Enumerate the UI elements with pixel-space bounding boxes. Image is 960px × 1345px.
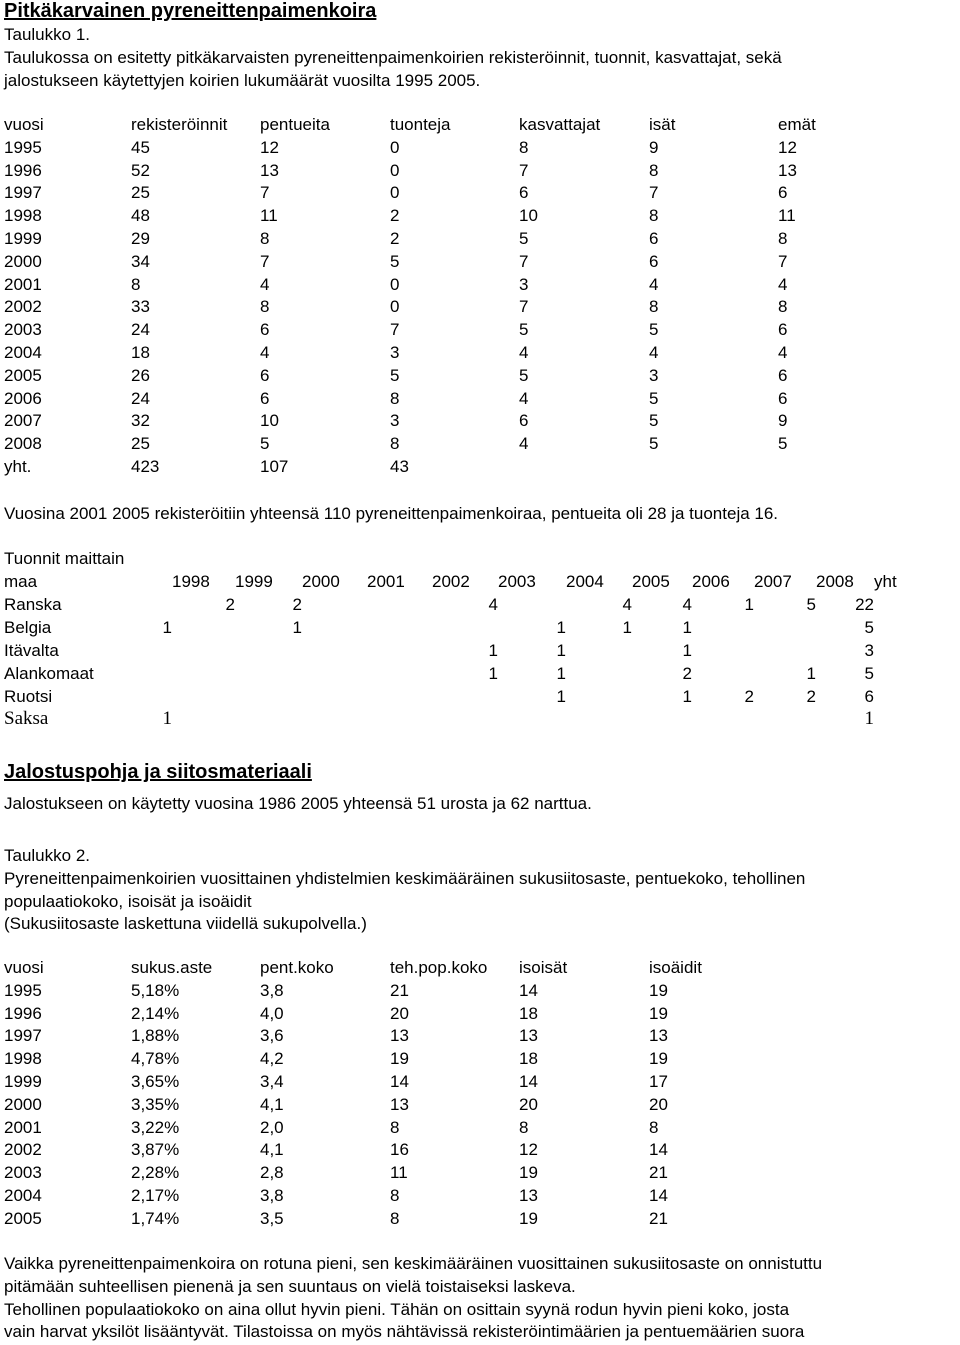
table1-cell: 3: [390, 343, 400, 362]
table2-row: [4, 1003, 954, 1025]
table1-cell: 8: [649, 206, 659, 226]
table1-cell: 9: [778, 411, 788, 431]
table2-cell: 12: [519, 1140, 538, 1160]
table2-header-cell: sukus.aste: [131, 958, 213, 977]
imports-cell: 1: [488, 640, 498, 660]
imports-header-cell: 2000: [302, 572, 340, 591]
table1-cell: 2005: [4, 365, 42, 385]
table1-cell: 8: [649, 297, 659, 317]
table2-cell: 14: [519, 1072, 538, 1091]
table1-cell: 10: [519, 206, 538, 226]
table1-cell: 5: [519, 229, 529, 248]
imports-cell: Saksa: [4, 708, 49, 730]
imports-cell: 1: [162, 708, 172, 730]
table1-cell: 0: [390, 274, 400, 294]
imports-cell: 4: [488, 594, 498, 614]
table2-cell: 18: [519, 1049, 538, 1069]
imports-cell: Belgia: [4, 617, 52, 637]
table1-row: [4, 228, 954, 250]
imports-cell: 1: [488, 663, 498, 683]
imports-cell: 5: [864, 663, 874, 683]
table1-cell: 7: [649, 183, 659, 203]
table2-cell: 4,78%: [131, 1049, 180, 1069]
table2-row: [4, 1208, 954, 1230]
table1-cell: 1996: [4, 160, 42, 180]
table2-cell: 21: [649, 1208, 668, 1228]
table2-cell: 2000: [4, 1094, 42, 1114]
table2-cell: 1998: [4, 1049, 42, 1069]
imports-header-cell: 2007: [754, 572, 792, 591]
table2-cell: 2005: [4, 1208, 42, 1228]
table2-cell: 2,0: [260, 1117, 284, 1137]
table1-cell: 5: [390, 251, 400, 271]
table1-cell: 3: [649, 365, 659, 385]
table1-cell: 6: [519, 183, 529, 203]
table1-header-cell: vuosi: [4, 115, 44, 134]
table2-cell: 3,65%: [131, 1072, 180, 1091]
table1-header-cell: pentueita: [260, 115, 330, 134]
table1-cell: 6: [778, 365, 788, 385]
table1-caption-line-2: jalostukseen käytettyjen koirien lukumäärät vuosilta 1995 2005.: [4, 71, 481, 90]
table1-cell: 4: [649, 274, 659, 294]
table1-cell: 2003: [4, 320, 42, 340]
table1-row: [4, 251, 954, 273]
table2-cell: 16: [390, 1140, 409, 1160]
table2-row: [4, 980, 954, 1002]
table2-cell: 1996: [4, 1003, 42, 1023]
table2-cell: 17: [649, 1072, 668, 1091]
table1-cell: 2007: [4, 411, 42, 431]
imports-row: [4, 617, 954, 639]
table1-cell: 6: [778, 320, 788, 340]
table2-cell: 4,2: [260, 1049, 284, 1069]
table2-header-cell: isoisät: [519, 958, 568, 977]
table1-cell: 0: [390, 160, 400, 180]
table1-cell: 2: [390, 229, 400, 248]
table1-cell: 5: [649, 434, 659, 454]
section2-text: Jalostukseen on käytetty vuosina 1986 2005 yhteensä 51 urosta ja 62 narttua.: [4, 794, 592, 813]
table2-cell: 21: [649, 1163, 668, 1183]
table2-cell: 3,8: [260, 1186, 284, 1205]
table2-cell: 8: [390, 1117, 400, 1137]
table2-cell: 19: [649, 1049, 668, 1069]
imports-cell: 1: [556, 663, 566, 683]
table1-cell: 5: [649, 320, 659, 340]
table1-header-cell: isät: [649, 115, 676, 134]
table1-cell: 7: [519, 251, 529, 271]
table1-cell: 3: [519, 274, 529, 294]
table1-cell: 6: [649, 229, 659, 248]
table1-cell: 7: [778, 251, 788, 271]
imports-cell: 3: [864, 640, 874, 660]
table1-cell: 1995: [4, 137, 42, 157]
imports-cell: 1: [556, 617, 566, 637]
table1-cell: 2004: [4, 343, 42, 362]
table1-cell: 6: [778, 183, 788, 203]
table1-header-cell: rekisteröinnit: [131, 115, 228, 134]
table2-cell: 2,17%: [131, 1186, 180, 1205]
table1-row: [4, 433, 954, 455]
table1-row: [4, 388, 954, 410]
final-text-line-2: pitämään suhteellisen pienenä ja sen suuntaus on vielä toistaiseksi laskeva.: [4, 1277, 576, 1296]
imports-cell: 4: [622, 594, 632, 614]
table2-cell: 19: [519, 1208, 538, 1228]
table1-cell: 10: [260, 411, 279, 431]
table1-cell: 43: [390, 457, 409, 476]
imports-header-cell: 2006: [692, 572, 730, 591]
imports-row: [4, 686, 954, 708]
table2-cell: 1,88%: [131, 1026, 180, 1046]
table1-row: [4, 410, 954, 432]
table1-cell: 24: [131, 320, 150, 340]
table2-cell: 1999: [4, 1072, 42, 1091]
table2-cell: 2001: [4, 1117, 42, 1137]
table1-cell: 8: [260, 297, 270, 317]
imports-cell: 2: [744, 686, 754, 706]
table2-header-cell: vuosi: [4, 958, 44, 977]
imports-cell: 2: [806, 686, 816, 706]
table1-cell: 48: [131, 206, 150, 226]
table2-cell: 14: [519, 980, 538, 1000]
table2-cell: 8: [649, 1117, 659, 1137]
imports-cell: 22: [855, 594, 874, 614]
imports-cell: 6: [864, 686, 874, 706]
table2-row: [4, 1117, 954, 1139]
table1-row: [4, 205, 954, 227]
table2-caption-line-1: Pyreneittenpaimenkoirien vuosittainen yhdistelmien keskimääräinen sukusiitosaste, pentuekoko, tehollinen: [4, 869, 806, 888]
table2-cell: 2,8: [260, 1163, 284, 1183]
table2-cell: 3,6: [260, 1026, 284, 1046]
table1-cell: 8: [778, 297, 788, 317]
table2-cell: 8: [519, 1117, 529, 1137]
table1-cell: 2006: [4, 388, 42, 408]
table2-cell: 4,1: [260, 1140, 284, 1160]
table1-cell: 5: [649, 388, 659, 408]
table2-cell: 2,28%: [131, 1163, 180, 1183]
table2-cell: 1995: [4, 980, 42, 1000]
table2-cell: 14: [649, 1140, 668, 1160]
table2-cell: 3,87%: [131, 1140, 180, 1160]
section2-title: Jalostuspohja ja siitosmateriaali: [4, 761, 312, 783]
table2-cell: 13: [649, 1026, 668, 1046]
table1-cell: 26: [131, 365, 150, 385]
imports-cell: 2: [682, 663, 692, 683]
table1-label: Taulukko 1.: [4, 25, 90, 44]
table1-cell: 13: [260, 160, 279, 180]
table1-cell: 6: [260, 388, 270, 408]
table2-cell: 19: [649, 980, 668, 1000]
table1-cell: 5: [778, 434, 788, 454]
table1-cell: 5: [649, 411, 659, 431]
table1-cell: 25: [131, 434, 150, 454]
table1-cell: 5: [260, 434, 270, 454]
table1-cell: 24: [131, 388, 150, 408]
imports-cell: 5: [864, 617, 874, 637]
table1-cell: 32: [131, 411, 150, 431]
imports-cell: 1: [622, 617, 632, 637]
imports-cell: 1: [682, 686, 692, 706]
table1-cell: 2008: [4, 434, 42, 454]
table1-cell: 4: [519, 434, 529, 454]
table1-cell: 423: [131, 457, 160, 476]
table2-header-cell: pent.koko: [260, 958, 334, 977]
table1-cell: 5: [519, 320, 529, 340]
table1-cell: 6: [260, 320, 270, 340]
table2-row: [4, 1025, 954, 1047]
table1-cell: 5: [390, 365, 400, 385]
table2-header-cell: teh.pop.koko: [390, 958, 488, 977]
table2-cell: 13: [519, 1186, 538, 1205]
imports-cell: 1: [556, 686, 566, 706]
table1-cell: 7: [260, 251, 270, 271]
table1-cell: 4: [649, 343, 659, 362]
table1-cell: 7: [519, 160, 529, 180]
table1-cell: 0: [390, 137, 400, 157]
table1-cell: 8: [519, 137, 529, 157]
table2-row: [4, 1185, 954, 1207]
table1-cell: 1999: [4, 229, 42, 248]
imports-cell: 1: [744, 594, 754, 614]
table1-cell: 8: [131, 274, 141, 294]
table2-cell: 20: [519, 1094, 538, 1114]
table1-cell: 6: [649, 251, 659, 271]
imports-row: [4, 640, 954, 662]
table1-cell: 34: [131, 251, 150, 271]
table2-cell: 18: [519, 1003, 538, 1023]
table2-cell: 8: [390, 1208, 400, 1228]
table1-row: [4, 296, 954, 318]
table2-row: [4, 1071, 954, 1093]
table1-cell: 33: [131, 297, 150, 317]
table1-cell: 0: [390, 183, 400, 203]
table1-caption-line-1: Taulukossa on esitetty pitkäkarvaisten pyreneittenpaimenkoirien rekisteröinnit, tuonnit, kasvattajat, sekä: [4, 48, 782, 67]
table1-cell: 2002: [4, 297, 42, 317]
table1-cell: 18: [131, 343, 150, 362]
table1-cell: 6: [778, 388, 788, 408]
table2-cell: 14: [649, 1186, 668, 1205]
imports-header-row: [4, 571, 954, 593]
table2-header-row: [4, 957, 954, 979]
imports-title: Tuonnit maittain: [4, 549, 125, 568]
table1-cell: 4: [778, 343, 788, 362]
table1-cell: 8: [390, 388, 400, 408]
imports-cell: 1: [682, 617, 692, 637]
table2-cell: 3,4: [260, 1072, 284, 1091]
imports-cell: 1: [162, 617, 172, 637]
imports-header-cell: 2004: [566, 572, 604, 591]
table2-caption-line-3: (Sukusiitosaste laskettuna viidellä sukupolvella.): [4, 914, 367, 933]
table2-cell: 3,35%: [131, 1094, 180, 1114]
table1-header-cell: kasvattajat: [519, 115, 601, 134]
table1-cell: 5: [519, 365, 529, 385]
table1-cell: 13: [778, 160, 797, 180]
table1-cell: 107: [260, 457, 289, 476]
imports-cell: 1: [864, 708, 874, 730]
table1-cell: 8: [778, 229, 788, 248]
table1-cell: 4: [260, 274, 270, 294]
table2-cell: 5,18%: [131, 980, 180, 1000]
table1-cell: 9: [649, 137, 659, 157]
table2-cell: 8: [390, 1186, 400, 1205]
table1-cell: 4: [260, 343, 270, 362]
imports-header-cell: 1999: [235, 572, 273, 591]
table1-cell: 45: [131, 137, 150, 157]
imports-header-cell: 2002: [432, 572, 470, 591]
table1-cell: 4: [519, 343, 529, 362]
imports-header-cell: 2001: [367, 572, 405, 591]
table2-cell: 2002: [4, 1140, 42, 1160]
table2-cell: 3,22%: [131, 1117, 180, 1137]
imports-cell: Ranska: [4, 594, 62, 614]
table2-row: [4, 1094, 954, 1116]
imports-cell: 1: [682, 640, 692, 660]
table2-cell: 1997: [4, 1026, 42, 1046]
table1-cell: 6: [260, 365, 270, 385]
table2-label: Taulukko 2.: [4, 846, 90, 865]
table2-row: [4, 1139, 954, 1161]
table1-row: [4, 137, 954, 159]
imports-row: [4, 594, 954, 616]
table2-cell: 4,0: [260, 1003, 284, 1023]
table2-cell: 21: [390, 980, 409, 1000]
table1-row: [4, 160, 954, 182]
imports-cell: 1: [292, 617, 302, 637]
table2-cell: 19: [519, 1163, 538, 1183]
table2-cell: 20: [390, 1003, 409, 1023]
imports-cell: 1: [806, 663, 816, 683]
table1-cell: 1997: [4, 183, 42, 203]
table2-cell: 13: [390, 1026, 409, 1046]
imports-header-cell: yht: [874, 572, 897, 591]
table2-header-cell: isoäidit: [649, 958, 702, 977]
imports-cell: Alankomaat: [4, 663, 94, 683]
table1-cell: 11: [778, 206, 796, 226]
table1-header-cell: tuonteja: [390, 115, 451, 134]
table1-cell: 8: [390, 434, 400, 454]
table2-cell: 20: [649, 1094, 668, 1114]
imports-row: [4, 663, 954, 685]
table1-cell: 2001: [4, 274, 42, 294]
table1-cell: 4: [778, 274, 788, 294]
table2-cell: 2,14%: [131, 1003, 180, 1023]
table1-row: [4, 365, 954, 387]
imports-header-cell: 2003: [498, 572, 536, 591]
table1-cell: 12: [778, 137, 797, 157]
table2-cell: 2003: [4, 1163, 42, 1183]
final-text-line-3: Tehollinen populaatiokoko on aina ollut hyvin pieni. Tähän on osittain syynä rodun hyvin pieni koko, josta: [4, 1300, 790, 1319]
table1-cell: 2: [390, 206, 400, 226]
table2-row: [4, 1048, 954, 1070]
imports-cell: Itävalta: [4, 640, 59, 660]
table2-cell: 13: [519, 1026, 538, 1046]
final-text-line-1: Vaikka pyreneittenpaimenkoira on rotuna pieni, sen keskimääräinen vuosittainen sukusiitosaste on onnistuttu: [4, 1254, 823, 1273]
table1-cell: 4: [519, 388, 529, 408]
table2-cell: 19: [649, 1003, 668, 1023]
table1-cell: 7: [519, 297, 529, 317]
imports-header-cell: 2008: [816, 572, 854, 591]
table2-cell: 1,74%: [131, 1208, 180, 1228]
imports-cell: 5: [806, 594, 816, 614]
imports-header-cell: maa: [4, 572, 38, 591]
table2-caption-line-2: populaatiokoko, isoisät ja isoäidit: [4, 892, 252, 911]
final-text-line-4: vain harvat yksilöt lisääntyvät. Tilastoissa on myös nähtävissä rekisteröintimäärien ja pentuemäärien suora: [4, 1322, 805, 1341]
table1-row: [4, 182, 954, 204]
table1-cell: 0: [390, 297, 400, 317]
table2-cell: 3,5: [260, 1208, 284, 1228]
table2-cell: 13: [390, 1094, 409, 1114]
table1-row: [4, 319, 954, 341]
table1-cell: 8: [649, 160, 659, 180]
table1-cell: 11: [260, 206, 278, 226]
table1-row: [4, 342, 954, 364]
table2-cell: 2004: [4, 1186, 42, 1205]
table1-row: [4, 274, 954, 296]
imports-cell: 4: [682, 594, 692, 614]
table2-row: [4, 1162, 954, 1184]
table2-cell: 19: [390, 1049, 409, 1069]
imports-cell: 1: [556, 640, 566, 660]
table1-cell: 3: [390, 411, 400, 431]
table1-cell: 6: [519, 411, 529, 431]
table1-header-cell: emät: [778, 115, 816, 134]
page-title: Pitkäkarvainen pyreneittenpaimenkoira: [4, 0, 377, 22]
imports-header-cell: 1998: [172, 572, 210, 591]
imports-cell: 2: [292, 594, 302, 614]
table2-cell: 11: [390, 1163, 408, 1183]
table1-cell: 29: [131, 229, 150, 248]
table2-cell: 14: [390, 1072, 409, 1091]
table1-cell: yht.: [4, 457, 32, 476]
table1-cell: 2000: [4, 251, 42, 271]
imports-cell: 2: [225, 594, 235, 614]
table1-cell: 52: [131, 160, 150, 180]
table1-cell: 7: [390, 320, 400, 340]
table1-cell: 25: [131, 183, 150, 203]
table1-row: [4, 456, 954, 478]
table2-cell: 3,8: [260, 980, 284, 1000]
summary-text: Vuosina 2001 2005 rekisteröitiin yhteensä 110 pyreneittenpaimenkoiraa, pentueita oli 28 ja tuonteja 16.: [4, 504, 779, 523]
table1-cell: 8: [260, 229, 270, 248]
imports-cell: Ruotsi: [4, 686, 53, 706]
table1-cell: 7: [260, 183, 270, 203]
table1-cell: 1998: [4, 206, 42, 226]
imports-header-cell: 2005: [632, 572, 670, 591]
imports-row: [4, 708, 954, 730]
table1-cell: 12: [260, 137, 279, 157]
table2-cell: 4,1: [260, 1094, 284, 1114]
table1-header-row: [4, 114, 954, 136]
